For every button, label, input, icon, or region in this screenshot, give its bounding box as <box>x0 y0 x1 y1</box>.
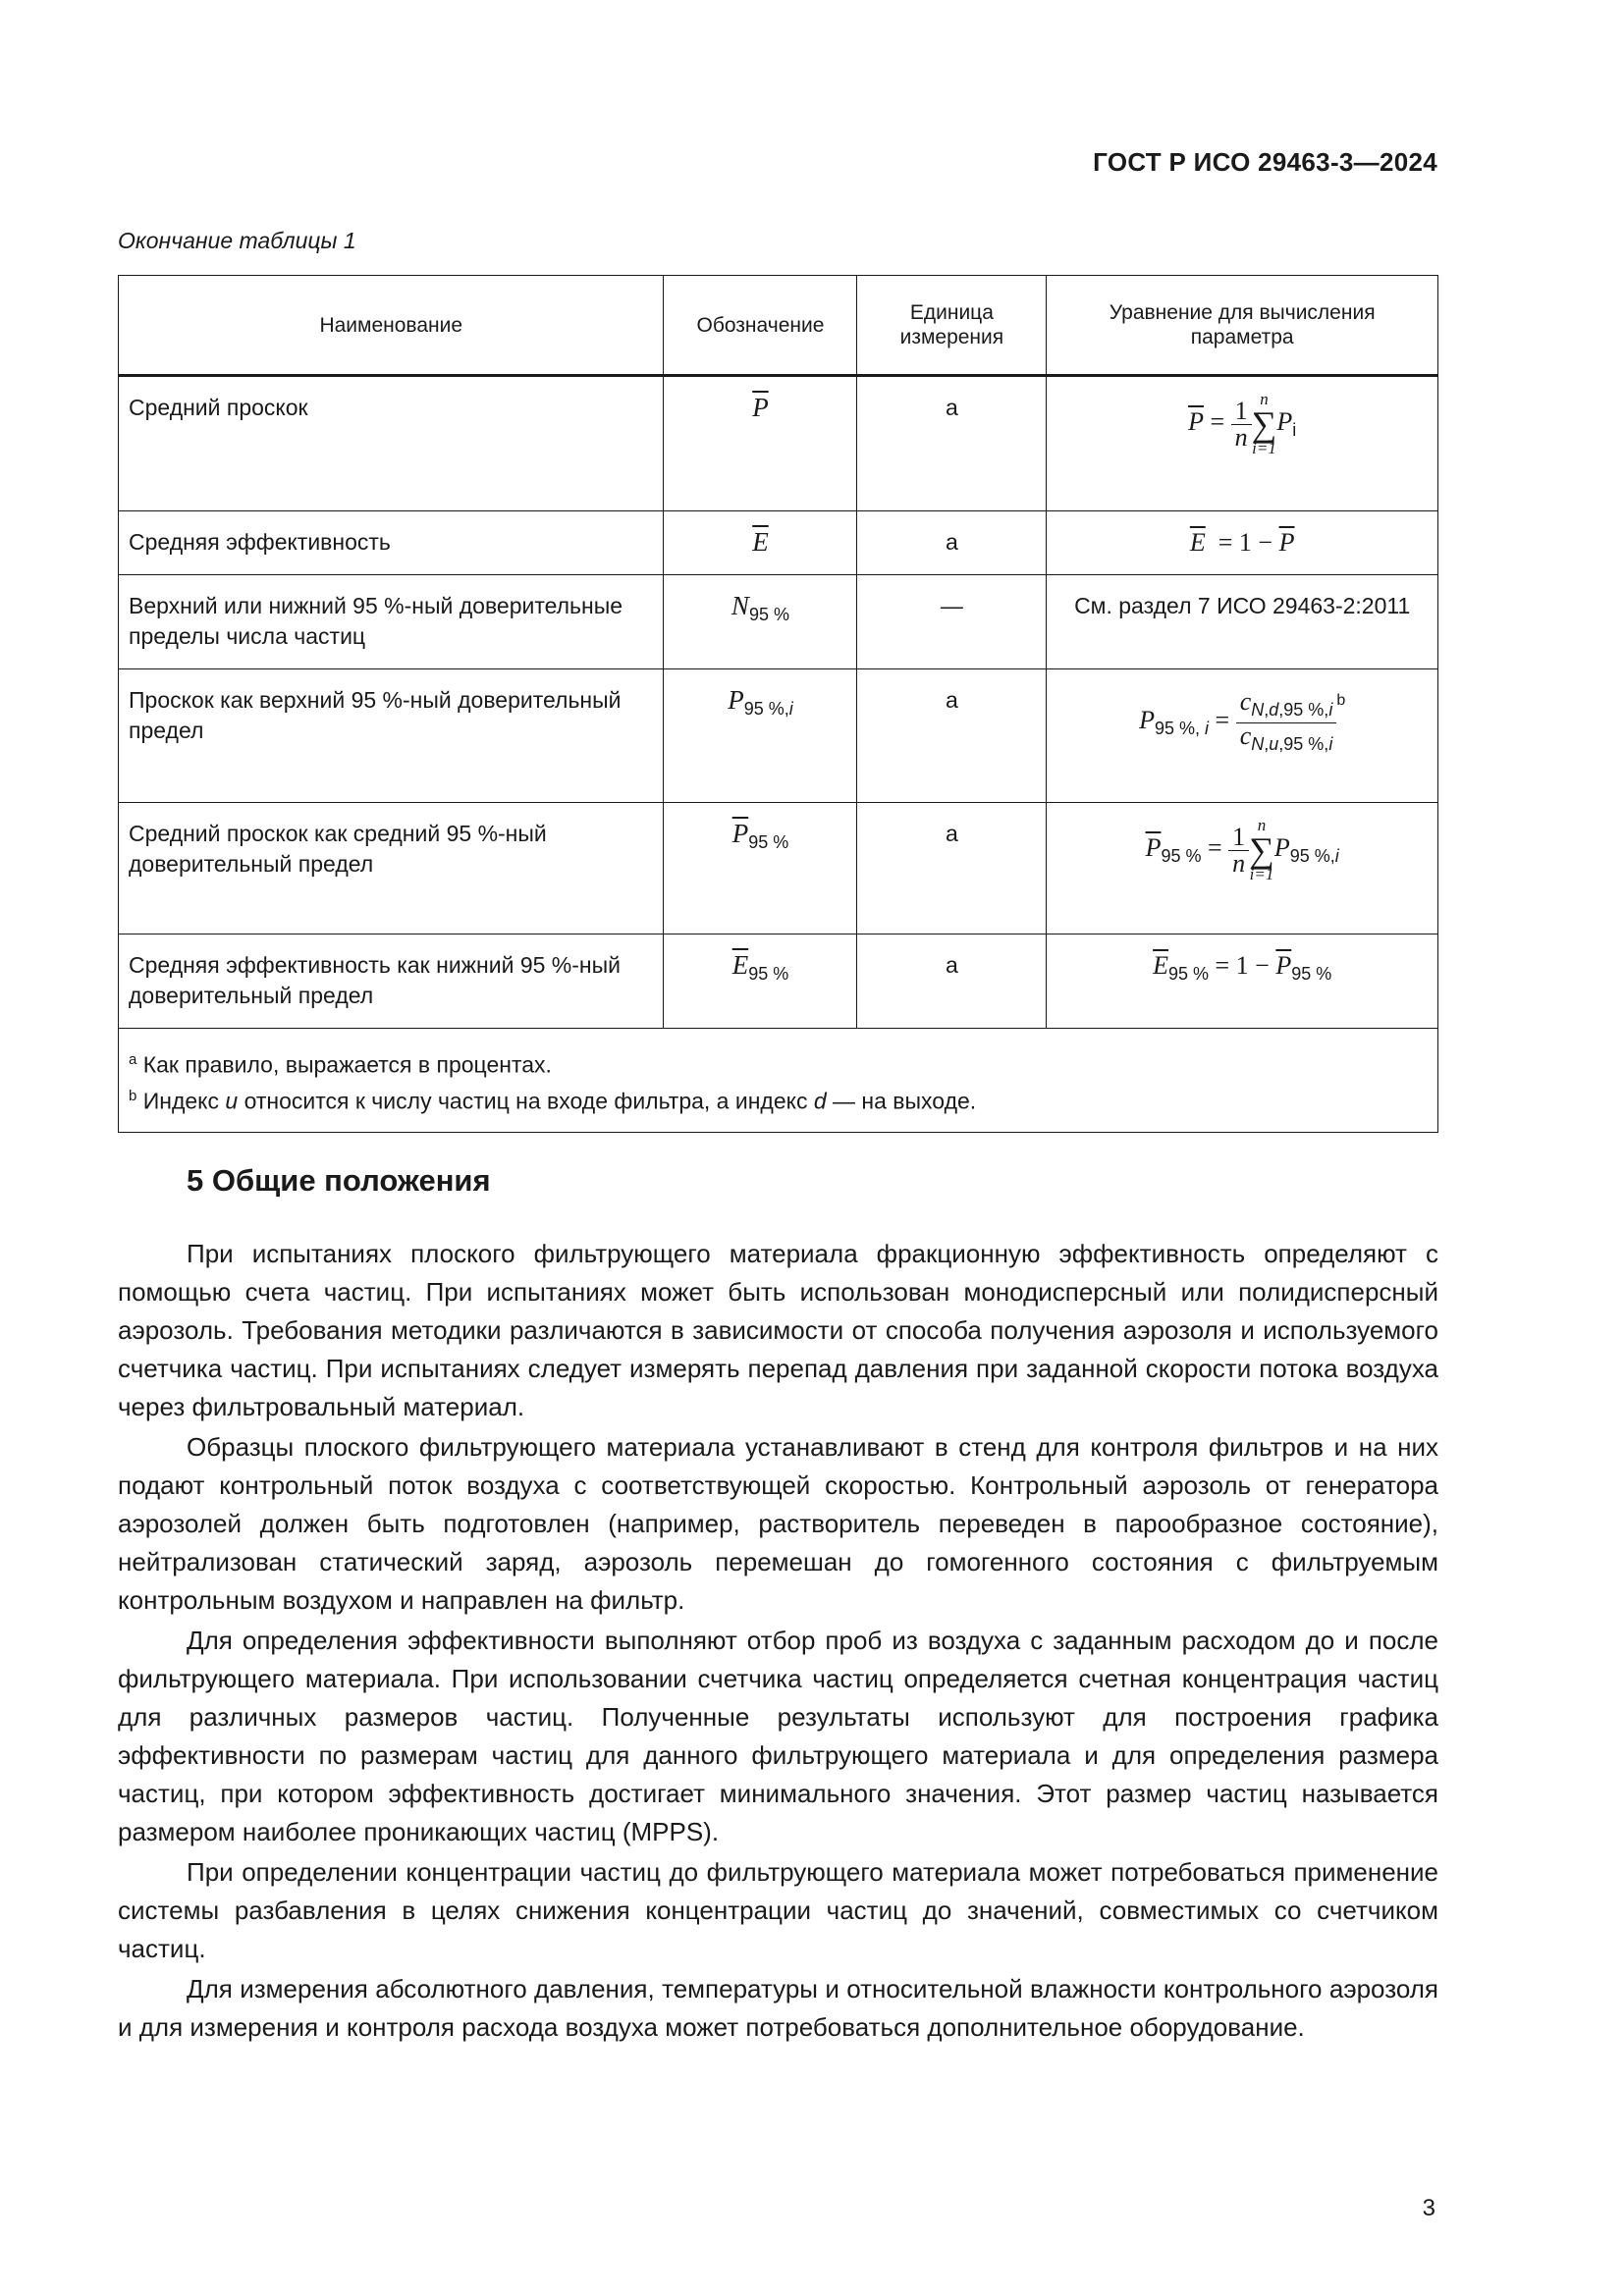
row-name: Средний проскок <box>119 376 664 511</box>
paragraph: При определении концентрации частиц до фильтрующего материала может потребоваться применение системы разбавления в целях снижения концентрации частиц до значений, совместимых со счетчиком частиц. <box>118 1857 1438 1963</box>
table-notes <box>119 1029 1438 1133</box>
row-unit: a <box>857 669 1047 803</box>
row-name: Средняя эффективность <box>119 511 664 575</box>
table-row <box>119 376 1438 511</box>
row-name: Средняя эффективность как нижний 95 %-ный доверительный предел <box>119 934 664 1029</box>
row-symbol: $\overline{P}_{95 \%}$ <box>664 803 857 934</box>
row-symbol: $\overline{E}_{95 \%}$ <box>664 934 857 1029</box>
section-title: 5 Общие положения <box>187 1163 491 1198</box>
row-symbol: $P_{95 \%,i}$ <box>664 669 857 803</box>
note-a: $^a$ Как правило, выражается в процентах. <box>129 1051 552 1078</box>
column-header: Обозначение <box>664 276 857 376</box>
table-header-row <box>119 276 1438 376</box>
column-header: Наименование <box>119 276 664 376</box>
page-number: 3 <box>1422 2195 1435 2221</box>
column-header: Уравнение для вычисления параметра <box>1047 276 1438 376</box>
row-equation: $\overline{P}_{95 \%}$ = $\frac{1}{n}$ n ∑ i=1 $P_{95 \%,i}$ <box>1047 803 1438 934</box>
section-body <box>118 1235 1438 2049</box>
row-unit: a <box>857 934 1047 1029</box>
row-equation: $\overline{P}$ = $\frac{1}{n}$ n ∑ i=1 $P_i$ <box>1047 376 1438 511</box>
row-unit: a <box>857 803 1047 934</box>
row-unit: a <box>857 376 1047 511</box>
row-name: Проскок как верхний 95 %-ный доверительный предел <box>119 669 664 803</box>
row-equation: $\overline{E}_{95 \%} = 1 - \overline{P}_{95 \%}$ <box>1047 934 1438 1029</box>
row-name: Средний проскок как средний 95 %-ный доверительный предел <box>119 803 664 934</box>
document-id: ГОСТ Р ИСО 29463-3—2024 <box>1093 147 1437 177</box>
row-symbol: $\overline{E}$ <box>664 511 857 575</box>
row-equation: См. раздел 7 ИСО 29463-2:2011 <box>1047 575 1438 669</box>
row-name: Верхний или нижний 95 %-ный доверительные пределы числа частиц <box>119 575 664 669</box>
paragraph: Образцы плоского фильтрующего материала устанавливают в стенд для контроля фильтров и на них подают контрольный поток воздуха с соответствующей скоростью. Контрольный аэрозоль от генератора аэрозолей должен быть подготовлен (например, растворитель переведен в парообразное состояние), нейтрализован статический заряд, аэрозоль перемешан до гомогенного состояния с фильтруемым контрольным воздухом и направлен на фильтр. <box>118 1432 1438 1615</box>
row-unit: — <box>857 575 1047 669</box>
table-row <box>119 803 1438 934</box>
table-row <box>119 575 1438 669</box>
paragraph: Для определения эффективности выполняют отбор проб из воздуха с заданным расходом до и после фильтрующего материала. При использовании счетчика частиц определяется счетная концентрация частиц для различных размеров частиц. Полученные результаты используют для построения графика эффективности по размерам частиц для данного фильтрующего материала и для определения размера частиц, при котором эффективность достигает минимального значения. Этот размер частиц называется размером наиболее проникающих частиц (MPPS). <box>118 1626 1438 1846</box>
parameters-table <box>118 275 1438 1133</box>
column-header: Единица измерения <box>857 276 1047 376</box>
row-symbol: $N_{95 \%}$ <box>664 575 857 669</box>
row-unit: a <box>857 511 1047 575</box>
note-b: $^b$ Индекс u относится к числу частиц на входе фильтра, а индекс d — на выходе. <box>129 1087 977 1114</box>
paragraph: Для измерения абсолютного давления, температуры и относительной влажности контрольного аэрозоля и для измерения и контроля расхода воздуха может потребоваться дополнительное оборудование. <box>118 1974 1438 2042</box>
row-symbol: $\overline{P}$ <box>664 376 857 511</box>
table-row <box>119 934 1438 1029</box>
paragraph: При испытаниях плоского фильтрующего материала фракционную эффективность определяют с помощью счета частиц. При испытаниях может быть использован монодисперсный или полидисперсный аэрозоль. Требования методики различаются в зависимости от способа получения аэрозоля и используемого счетчика частиц. При испытаниях следует измерять перепад давления при заданной скорости потока воздуха через фильтровальный материал. <box>118 1239 1438 1421</box>
table-notes-row <box>119 1029 1438 1133</box>
table-caption: Окончание таблицы 1 <box>118 228 356 253</box>
row-equation: $\overline{E} = 1 - \overline{P}$ <box>1047 511 1438 575</box>
table-row <box>119 511 1438 575</box>
row-equation: $P_{95 \%, i}$ = $\frac{c_{N,d,95 \%,i}}{c_{N,u,95 \%,i}}$ $^b$ <box>1047 669 1438 803</box>
table-row <box>119 669 1438 803</box>
